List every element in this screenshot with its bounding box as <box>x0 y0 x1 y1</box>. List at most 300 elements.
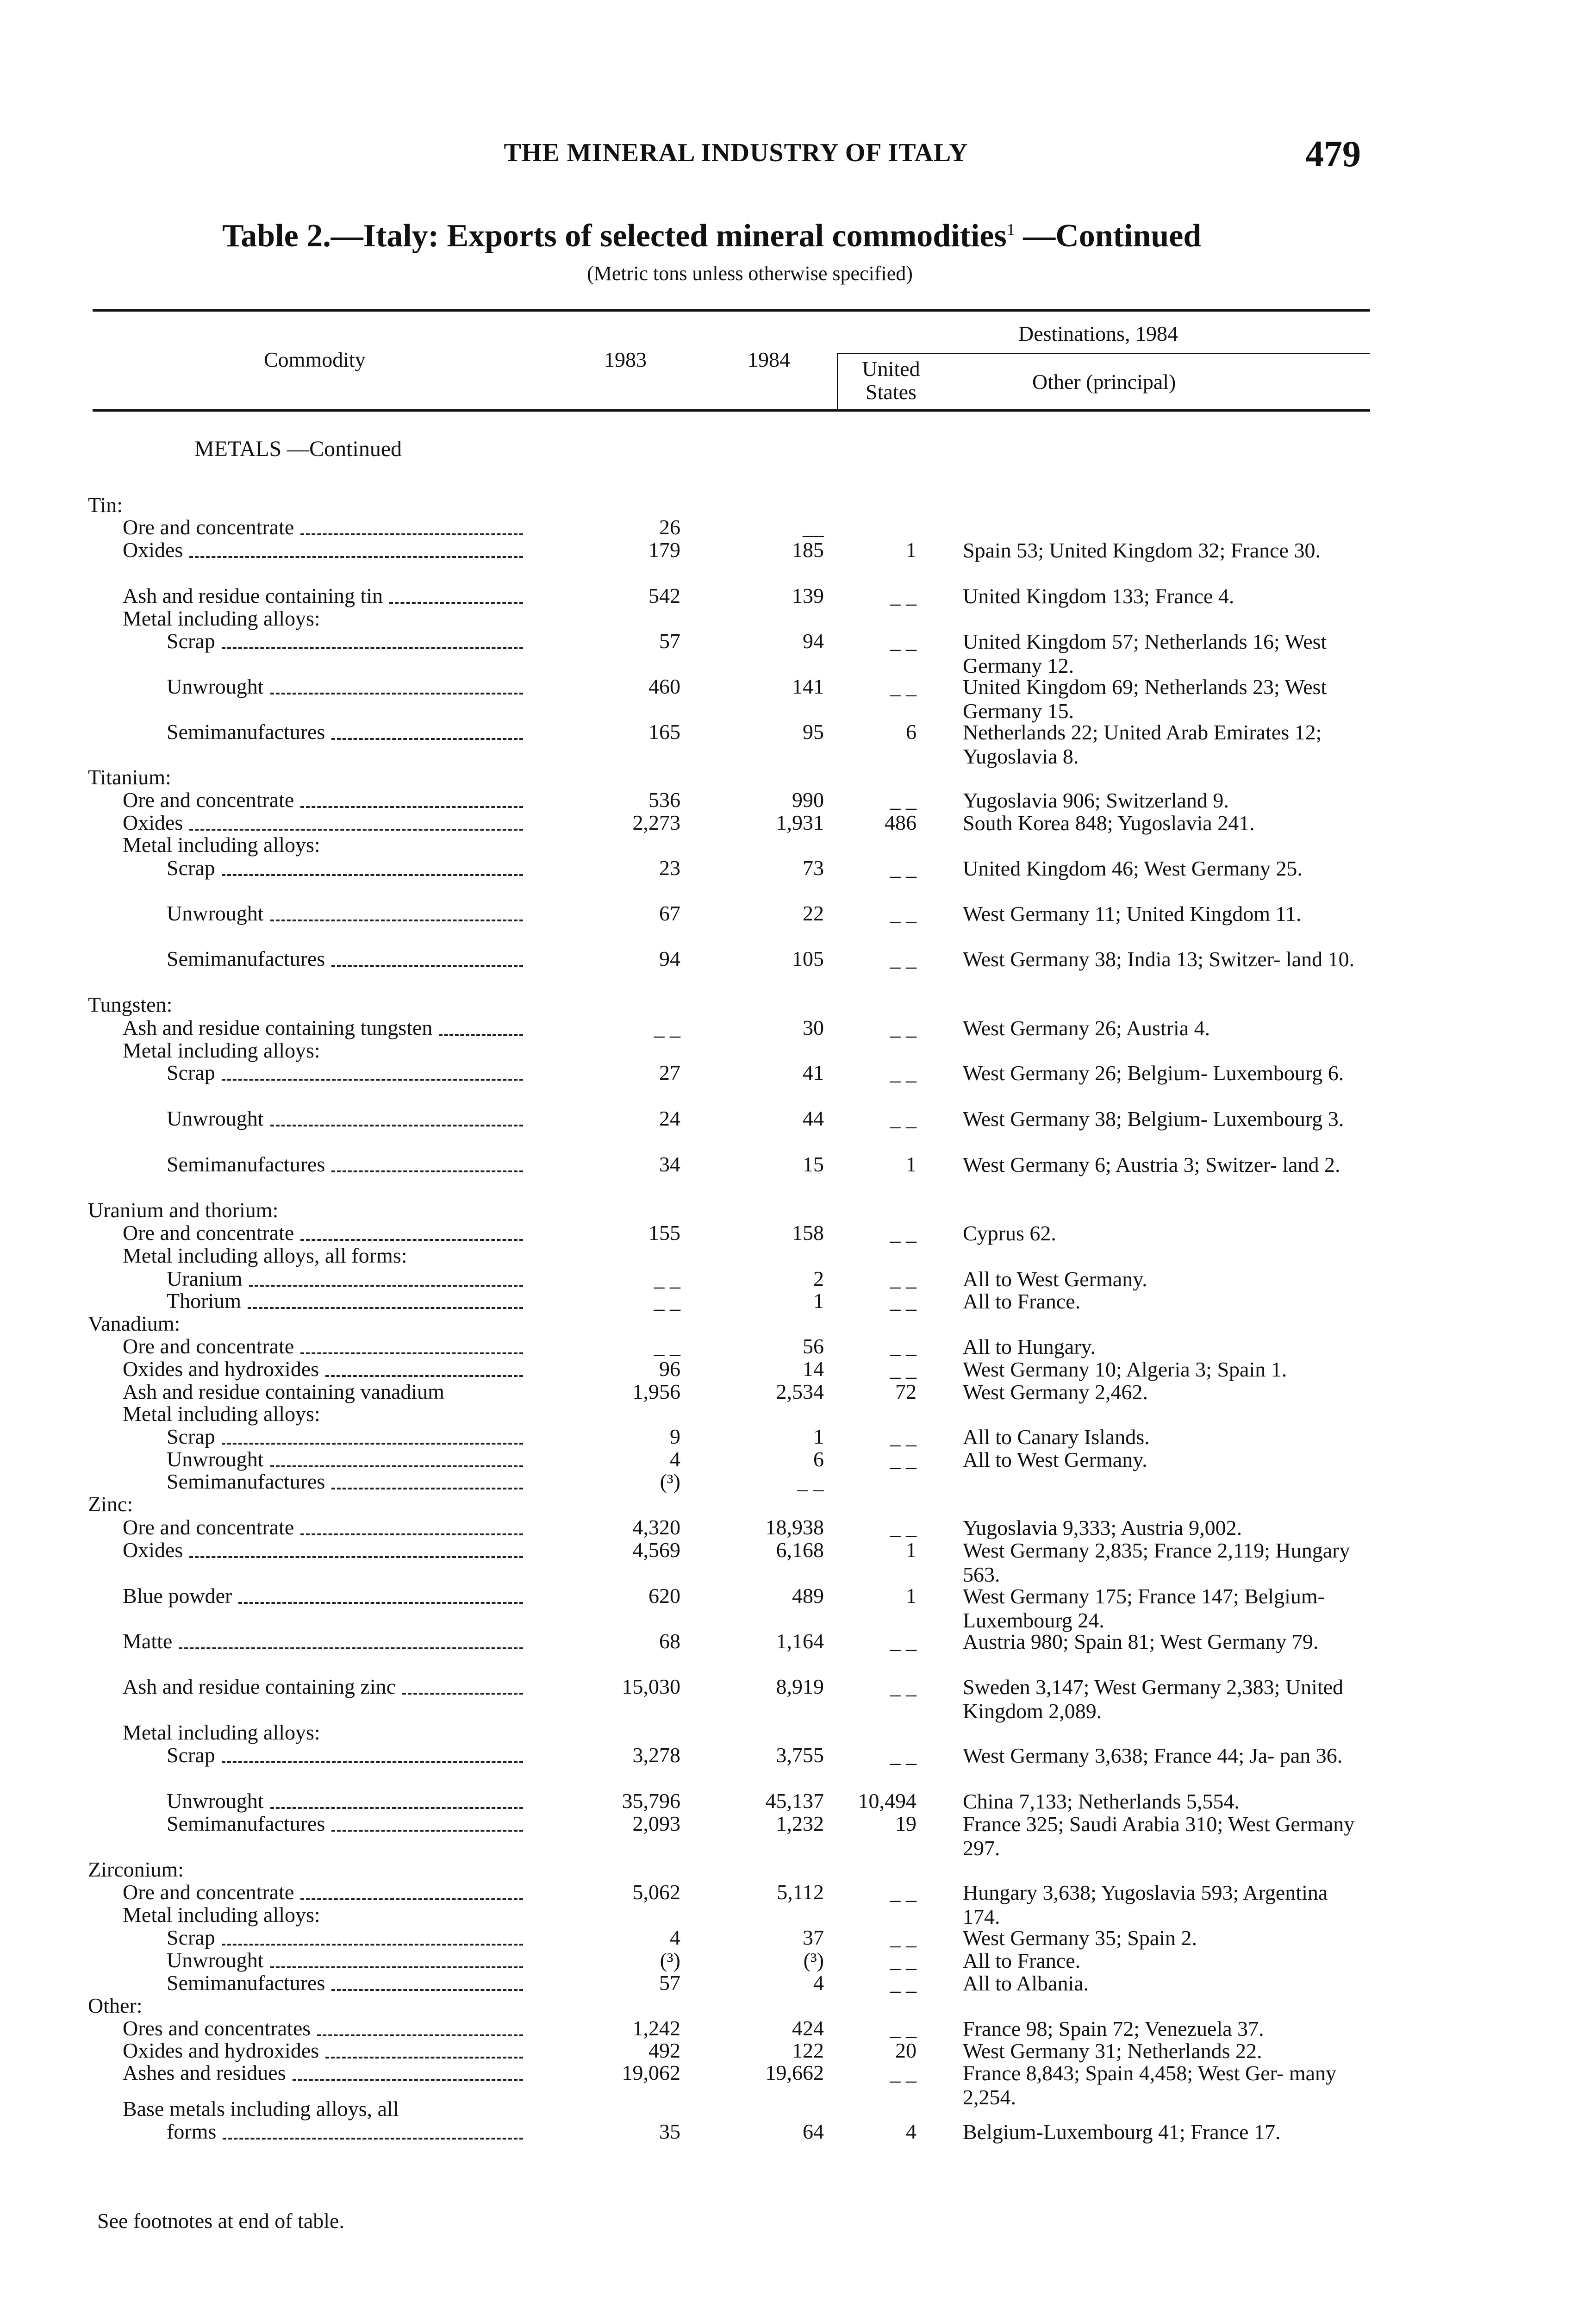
value-1983: 67 <box>659 901 680 925</box>
value-1983: 19,062 <box>622 2061 680 2084</box>
dot-leader <box>270 918 523 921</box>
value-1984: 158 <box>792 1221 824 1245</box>
other-destinations: Yugoslavia 9,333; Austria 9,002. <box>963 1516 1242 1539</box>
value-1984: 3,755 <box>776 1743 824 1767</box>
other-destinations: All to Canary Islands. <box>963 1425 1150 1449</box>
us-column-divider <box>837 353 838 409</box>
table-row <box>0 1244 1596 1267</box>
table-row <box>0 1289 1596 1313</box>
value-1984: 185 <box>792 538 824 562</box>
dot-leader <box>325 2055 523 2058</box>
other-destinations: West Germany 31; Netherlands 22. <box>963 2039 1262 2063</box>
dot-leader <box>223 2136 523 2140</box>
commodity-label: Scrap <box>167 1425 215 1448</box>
value-united-states: _ _ <box>890 1289 916 1313</box>
table-row <box>0 947 1596 970</box>
value-1984: 990 <box>792 788 824 812</box>
dot-leader <box>300 1351 523 1354</box>
table-row <box>0 1199 1596 1222</box>
value-1983: 1,956 <box>632 1380 680 1403</box>
value-united-states: _ _ <box>890 1221 916 1245</box>
value-1983: _ _ <box>654 1334 680 1358</box>
commodity-label: Oxides <box>123 538 183 562</box>
header-destinations: Destinations, 1984 <box>1018 322 1178 345</box>
other-destinations: United Kingdom 57; Netherlands 16; West Germany 12. <box>963 630 1327 677</box>
value-1984: 4 <box>813 1971 824 1995</box>
table-row <box>0 1675 1596 1723</box>
dot-leader <box>222 1942 523 1946</box>
commodity-label: Blue powder <box>123 1584 232 1608</box>
dot-leader <box>331 1987 523 1991</box>
value-1983: 57 <box>659 1971 680 1995</box>
value-1983: _ _ <box>654 1016 680 1039</box>
commodity-label: Semimanufactures <box>167 1153 325 1176</box>
commodity-label: Unwrought <box>167 902 264 925</box>
other-destinations: All to Albania. <box>963 1971 1089 1995</box>
commodity-label: Ore and concentrate <box>123 1335 294 1358</box>
table-row <box>0 902 1596 925</box>
dot-leader <box>249 1283 523 1287</box>
table-title-text: Table 2.—Italy: Exports of selected mineral commodities <box>222 218 1007 254</box>
value-1984: 2 <box>813 1267 824 1290</box>
value-united-states: _ _ <box>890 788 916 812</box>
value-united-states: _ _ <box>890 901 916 925</box>
dot-leader <box>222 872 523 876</box>
table-row <box>0 494 1596 517</box>
other-destinations: West Germany 175; France 147; Belgium-Luxembourg 24. <box>963 1584 1325 1632</box>
commodity-label: Scrap <box>167 1744 215 1767</box>
dot-leader <box>331 1828 523 1832</box>
dot-leader <box>248 1305 523 1309</box>
value-1984: 19,662 <box>765 2061 824 2084</box>
table-subtitle: (Metric tons unless otherwise specified) <box>587 262 913 285</box>
commodity-label: Ash and residue containing tungsten <box>123 1016 433 1039</box>
dot-leader <box>270 691 523 694</box>
value-united-states: _ _ <box>890 1926 916 1949</box>
value-1983: 24 <box>659 1107 680 1130</box>
commodity-label: Metal including alloys: <box>123 1402 320 1426</box>
other-destinations: All to Hungary. <box>963 1335 1096 1358</box>
value-united-states: 19 <box>895 1812 916 1835</box>
value-1984: 56 <box>803 1334 824 1358</box>
value-united-states: _ _ <box>890 856 916 880</box>
dot-leader <box>325 1373 523 1377</box>
value-united-states: 72 <box>895 1380 916 1403</box>
dot-leader <box>300 804 523 808</box>
value-united-states: 1 <box>906 1152 916 1176</box>
table-row <box>0 1448 1596 1471</box>
value-1983: 15,030 <box>622 1675 680 1698</box>
dot-leader <box>189 554 523 558</box>
value-united-states: _ _ <box>890 1971 916 1995</box>
value-united-states: _ _ <box>890 1334 916 1358</box>
destinations-rule <box>837 353 1370 354</box>
value-united-states: _ _ <box>890 2061 916 2084</box>
dot-leader <box>331 963 523 967</box>
dot-leader <box>389 600 523 604</box>
other-destinations: Hungary 3,638; Yugoslavia 593; Argentina 174. <box>963 1881 1328 1928</box>
commodity-label: Unwrought <box>167 1789 264 1813</box>
value-1983: 4 <box>670 1447 680 1471</box>
commodity-label: Scrap <box>167 1926 215 1949</box>
footnote-note: See footnotes at end of table. <box>97 2209 344 2233</box>
table-title-suffix: —Continued <box>1015 218 1202 254</box>
value-united-states: _ _ <box>890 1061 916 1084</box>
table-row <box>0 1312 1596 1335</box>
value-1983: 155 <box>648 1221 680 1245</box>
other-destinations: West Germany 35; Spain 2. <box>963 1926 1197 1950</box>
other-destinations: All to West Germany. <box>963 1267 1147 1291</box>
commodity-label: Oxides <box>123 811 183 834</box>
value-1983: 23 <box>659 856 680 880</box>
commodity-label: Metal including alloys: <box>123 1039 320 1062</box>
dot-leader <box>331 1486 523 1489</box>
commodity-label: Semimanufactures <box>167 947 325 970</box>
table-row <box>0 1994 1596 2017</box>
value-1984: 6 <box>813 1447 824 1471</box>
value-united-states: _ _ <box>890 1880 916 1904</box>
table-row <box>0 1016 1596 1039</box>
dot-leader <box>238 1600 523 1604</box>
table-row <box>0 1402 1596 1426</box>
dot-leader <box>222 1759 523 1763</box>
value-1983: (³) <box>660 1948 680 1972</box>
value-1984: _ _ <box>797 1470 824 1493</box>
commodity-label: forms <box>167 2120 217 2143</box>
dot-leader <box>222 1441 523 1445</box>
commodity-label: Thorium <box>167 1289 241 1313</box>
value-1984: 30 <box>803 1016 824 1039</box>
value-united-states: _ _ <box>890 1629 916 1653</box>
value-1984: 105 <box>792 947 824 970</box>
commodity-label: Ash and residue containing tin <box>123 584 383 607</box>
value-1984: 489 <box>792 1584 824 1608</box>
other-destinations: Cyprus 62. <box>963 1221 1056 1245</box>
value-1983: 620 <box>648 1584 680 1608</box>
table-row <box>0 1949 1596 1972</box>
value-1984: 64 <box>803 2120 824 2143</box>
table-row <box>0 2017 1596 2040</box>
value-united-states: _ _ <box>890 1267 916 1290</box>
value-united-states: _ _ <box>890 1016 916 1039</box>
table-row <box>0 2120 1596 2143</box>
table-row <box>0 1584 1596 1632</box>
value-1984: 1 <box>813 1289 824 1313</box>
value-1983: 2,093 <box>632 1812 680 1835</box>
table-row <box>0 1470 1596 1493</box>
table-row <box>0 1744 1596 1767</box>
value-united-states: _ _ <box>890 1357 916 1381</box>
commodity-label: Tungsten: <box>88 993 173 1016</box>
header-1983: 1983 <box>604 348 647 371</box>
commodity-label: Metal including alloys: <box>123 1903 320 1927</box>
other-destinations: United Kingdom 46; West Germany 25. <box>963 857 1303 880</box>
other-destinations: All to France. <box>963 1949 1081 1972</box>
value-1984: 141 <box>792 675 824 698</box>
running-head: THE MINERAL INDUSTRY OF ITALY <box>504 138 968 167</box>
value-1984: 94 <box>803 629 824 653</box>
value-united-states: 486 <box>885 811 916 834</box>
commodity-label: Metal including alloys: <box>123 833 320 857</box>
value-united-states: _ _ <box>890 1107 916 1130</box>
table-row <box>0 1425 1596 1448</box>
value-1983: 4,320 <box>632 1515 680 1539</box>
other-destinations: West Germany 3,638; France 44; Ja- pan 36. <box>963 1744 1343 1767</box>
value-1984: 2,534 <box>776 1380 824 1403</box>
commodity-label: Uranium <box>167 1267 243 1290</box>
table-row <box>0 766 1596 789</box>
dot-leader <box>189 1554 523 1558</box>
other-destinations: West Germany 26; Belgium- Luxembourg 6. <box>963 1061 1344 1085</box>
table-row <box>0 1267 1596 1290</box>
other-destinations: Yugoslavia 906; Switzerland 9. <box>963 788 1229 812</box>
value-1983: 35 <box>659 2120 680 2143</box>
commodity-label: Ore and concentrate <box>123 1516 294 1539</box>
value-united-states: _ _ <box>890 1425 916 1448</box>
commodity-label: Ash and residue containing zinc <box>123 1675 396 1698</box>
dot-leader <box>331 1169 523 1172</box>
commodity-label: Semimanufactures <box>167 720 325 744</box>
other-destinations: Belgium-Luxembourg 41; France 17. <box>963 2120 1281 2144</box>
value-1983: 68 <box>659 1629 680 1653</box>
value-1984: 95 <box>803 720 824 744</box>
value-united-states: _ _ <box>890 2016 916 2040</box>
table-row <box>0 629 1596 677</box>
table-row <box>0 1789 1596 1813</box>
value-1983: 542 <box>648 584 680 607</box>
table-row <box>0 607 1596 630</box>
value-1983: 165 <box>648 720 680 744</box>
dot-leader <box>317 2033 523 2036</box>
commodity-label: Base metals including alloys, all <box>123 2097 399 2121</box>
table-row <box>0 1516 1596 1539</box>
header-other-principal: Other (principal) <box>1032 370 1176 394</box>
commodity-label: Ore and concentrate <box>123 516 294 539</box>
value-1984: 37 <box>803 1926 824 1949</box>
value-1983: 536 <box>648 788 680 812</box>
other-destinations: France 8,843; Spain 4,458; West Ger- many 2,254. <box>963 2061 1337 2109</box>
value-1983: 4 <box>670 1926 680 1949</box>
table-row <box>0 1061 1596 1084</box>
value-1984: 45,137 <box>765 1789 824 1813</box>
dot-leader <box>402 1691 523 1695</box>
other-destinations: West Germany 6; Austria 3; Switzer- land 2. <box>963 1153 1340 1176</box>
dot-leader <box>270 1464 523 1467</box>
commodity-label: Ore and concentrate <box>123 788 294 812</box>
other-destinations: Spain 53; United Kingdom 32; France 30. <box>963 538 1321 562</box>
commodity-label: Ore and concentrate <box>123 1221 294 1245</box>
other-destinations: Netherlands 22; United Arab Emirates 12; Yugoslavia 8. <box>963 720 1322 768</box>
value-1983: 94 <box>659 947 680 970</box>
value-united-states: 1 <box>906 538 916 562</box>
value-1983: 1,242 <box>632 2016 680 2040</box>
commodity-label: Metal including alloys: <box>123 607 320 630</box>
other-destinations: West Germany 38; Belgium- Luxembourg 3. <box>963 1107 1344 1131</box>
dot-leader <box>293 2077 523 2081</box>
value-1984: 5,112 <box>777 1880 824 1904</box>
table-row <box>0 1358 1596 1381</box>
commodity-label: Semimanufactures <box>167 1812 325 1835</box>
header-united-states: United States <box>862 357 920 404</box>
commodity-label: Uranium and thorium: <box>88 1199 279 1222</box>
other-destinations: West Germany 2,462. <box>963 1380 1148 1404</box>
value-1983: 34 <box>659 1152 680 1176</box>
commodity-label: Oxides and hydroxides <box>123 2039 319 2062</box>
commodity-label: Ore and concentrate <box>123 1881 294 1904</box>
commodity-label: Scrap <box>167 857 215 880</box>
table-row <box>0 1153 1596 1176</box>
other-destinations: Austria 980; Spain 81; West Germany 79. <box>963 1630 1319 1653</box>
dot-leader <box>222 645 523 649</box>
table-row <box>0 811 1596 834</box>
other-destinations: All to France. <box>963 1289 1081 1313</box>
value-1984: 1,232 <box>776 1812 824 1835</box>
commodity-label: Semimanufactures <box>167 1971 325 1995</box>
commodity-label: Oxides <box>123 1539 183 1562</box>
commodity-label: Oxides and hydroxides <box>123 1358 319 1381</box>
commodity-label: Zirconium: <box>88 1858 184 1881</box>
value-1983: _ _ <box>654 1267 680 1290</box>
table-row <box>0 2097 1596 2121</box>
value-united-states: 6 <box>906 720 916 744</box>
value-1983: 3,278 <box>632 1743 680 1767</box>
value-1983: 27 <box>659 1061 680 1084</box>
section-heading: METALS —Continued <box>194 437 402 461</box>
value-1983: 2,273 <box>632 811 680 834</box>
value-1984: 18,938 <box>765 1515 824 1539</box>
value-1983: 35,796 <box>622 1789 680 1813</box>
value-1984: 1,931 <box>776 811 824 834</box>
commodity-label: Ashes and residues <box>123 2061 286 2084</box>
dot-leader <box>300 1896 523 1900</box>
commodity-label: Metal including alloys: <box>123 1721 320 1744</box>
table-row <box>0 1380 1596 1403</box>
table-row <box>0 1493 1596 1516</box>
value-united-states: _ _ <box>890 629 916 653</box>
title-footnote-mark: 1 <box>1006 220 1015 239</box>
dot-leader <box>270 1123 523 1126</box>
dot-leader <box>439 1032 523 1036</box>
commodity-label: Titanium: <box>88 766 171 789</box>
value-united-states: 20 <box>895 2039 916 2062</box>
table-row <box>0 675 1596 723</box>
table-title <box>222 218 1287 255</box>
value-1984: 22 <box>803 901 824 925</box>
value-1984: __ <box>803 515 824 539</box>
table-row <box>0 1039 1596 1062</box>
value-1984: 41 <box>803 1061 824 1084</box>
other-destinations: Sweden 3,147; West Germany 2,383; United Kingdom 2,089. <box>963 1675 1344 1723</box>
commodity-label: Matte <box>123 1630 173 1653</box>
commodity-label: Vanadium: <box>88 1312 181 1335</box>
header-commodity: Commodity <box>264 348 366 371</box>
other-destinations: China 7,133; Netherlands 5,554. <box>963 1789 1240 1813</box>
value-united-states: _ _ <box>890 1515 916 1539</box>
table-row <box>0 1221 1596 1245</box>
value-united-states: 4 <box>906 2120 916 2143</box>
table-row <box>0 538 1596 562</box>
value-1983: 9 <box>670 1425 680 1448</box>
dot-leader <box>300 1532 523 1535</box>
other-destinations: France 325; Saudi Arabia 310; West Germany 297. <box>963 1812 1355 1860</box>
commodity-label: Scrap <box>167 630 215 653</box>
dot-leader <box>189 827 523 831</box>
value-1983: 4,569 <box>632 1538 680 1562</box>
value-1983: 492 <box>648 2039 680 2062</box>
value-united-states: _ _ <box>890 1948 916 1972</box>
dot-leader <box>300 1237 523 1241</box>
other-destinations: West Germany 11; United Kingdom 11. <box>963 902 1302 926</box>
top-rule <box>93 309 1370 312</box>
dot-leader <box>270 1965 523 1968</box>
other-destinations: All to West Germany. <box>963 1448 1147 1471</box>
commodity-label: Scrap <box>167 1061 215 1084</box>
value-1983: 26 <box>659 515 680 539</box>
value-united-states: 10,494 <box>858 1789 916 1813</box>
dot-leader <box>222 1077 523 1081</box>
value-1984: 6,168 <box>776 1538 824 1562</box>
table-row <box>0 1107 1596 1130</box>
commodity-label: Ash and residue containing vanadium <box>123 1380 444 1403</box>
value-1984: 139 <box>792 584 824 607</box>
value-1984: 1 <box>813 1425 824 1448</box>
value-1983: 179 <box>648 538 680 562</box>
value-united-states: 1 <box>906 1538 916 1562</box>
value-1984: 44 <box>803 1107 824 1130</box>
other-destinations: South Korea 848; Yugoslavia 241. <box>963 811 1255 835</box>
commodity-label: Unwrought <box>167 1448 264 1471</box>
value-1984: 8,919 <box>776 1675 824 1698</box>
other-destinations: West Germany 2,835; France 2,119; Hungary 563. <box>963 1539 1350 1586</box>
value-1984: (³) <box>803 1948 824 1972</box>
table-row <box>0 857 1596 880</box>
value-united-states: 1 <box>906 1584 916 1608</box>
value-1983: 460 <box>648 675 680 698</box>
commodity-label: Unwrought <box>167 675 264 698</box>
other-destinations: West Germany 10; Algeria 3; Spain 1. <box>963 1358 1287 1381</box>
value-united-states: _ _ <box>890 1743 916 1767</box>
other-destinations: France 98; Spain 72; Venezuela 37. <box>963 2017 1264 2040</box>
other-destinations: West Germany 38; India 13; Switzer- land 10. <box>963 947 1355 971</box>
table-row <box>0 2039 1596 2062</box>
table-row <box>0 1903 1596 1927</box>
value-1984: 14 <box>803 1357 824 1381</box>
table-row <box>0 993 1596 1016</box>
commodity-label: Semimanufactures <box>167 1470 325 1493</box>
value-1984: 424 <box>792 2016 824 2040</box>
table-row <box>0 1721 1596 1744</box>
commodity-label: Unwrought <box>167 1949 264 1972</box>
table-row <box>0 584 1596 607</box>
table-row <box>0 720 1596 768</box>
dot-leader <box>331 736 523 740</box>
table-row <box>0 1630 1596 1653</box>
value-united-states: _ _ <box>890 584 916 607</box>
table-row <box>0 1812 1596 1860</box>
table-row <box>0 1538 1596 1586</box>
commodity-label: Unwrought <box>167 1107 264 1130</box>
table-row <box>0 1971 1596 1995</box>
value-1983: (³) <box>660 1470 680 1493</box>
dot-leader <box>179 1646 523 1649</box>
table-row <box>0 1858 1596 1881</box>
commodity-label: Ores and concentrates <box>123 2017 311 2040</box>
value-1984: 122 <box>792 2039 824 2062</box>
header-bottom-rule <box>93 409 1370 412</box>
value-1984: 73 <box>803 856 824 880</box>
other-destinations: United Kingdom 69; Netherlands 23; West Germany 15. <box>963 675 1327 723</box>
commodity-label: Other: <box>88 1994 143 2017</box>
